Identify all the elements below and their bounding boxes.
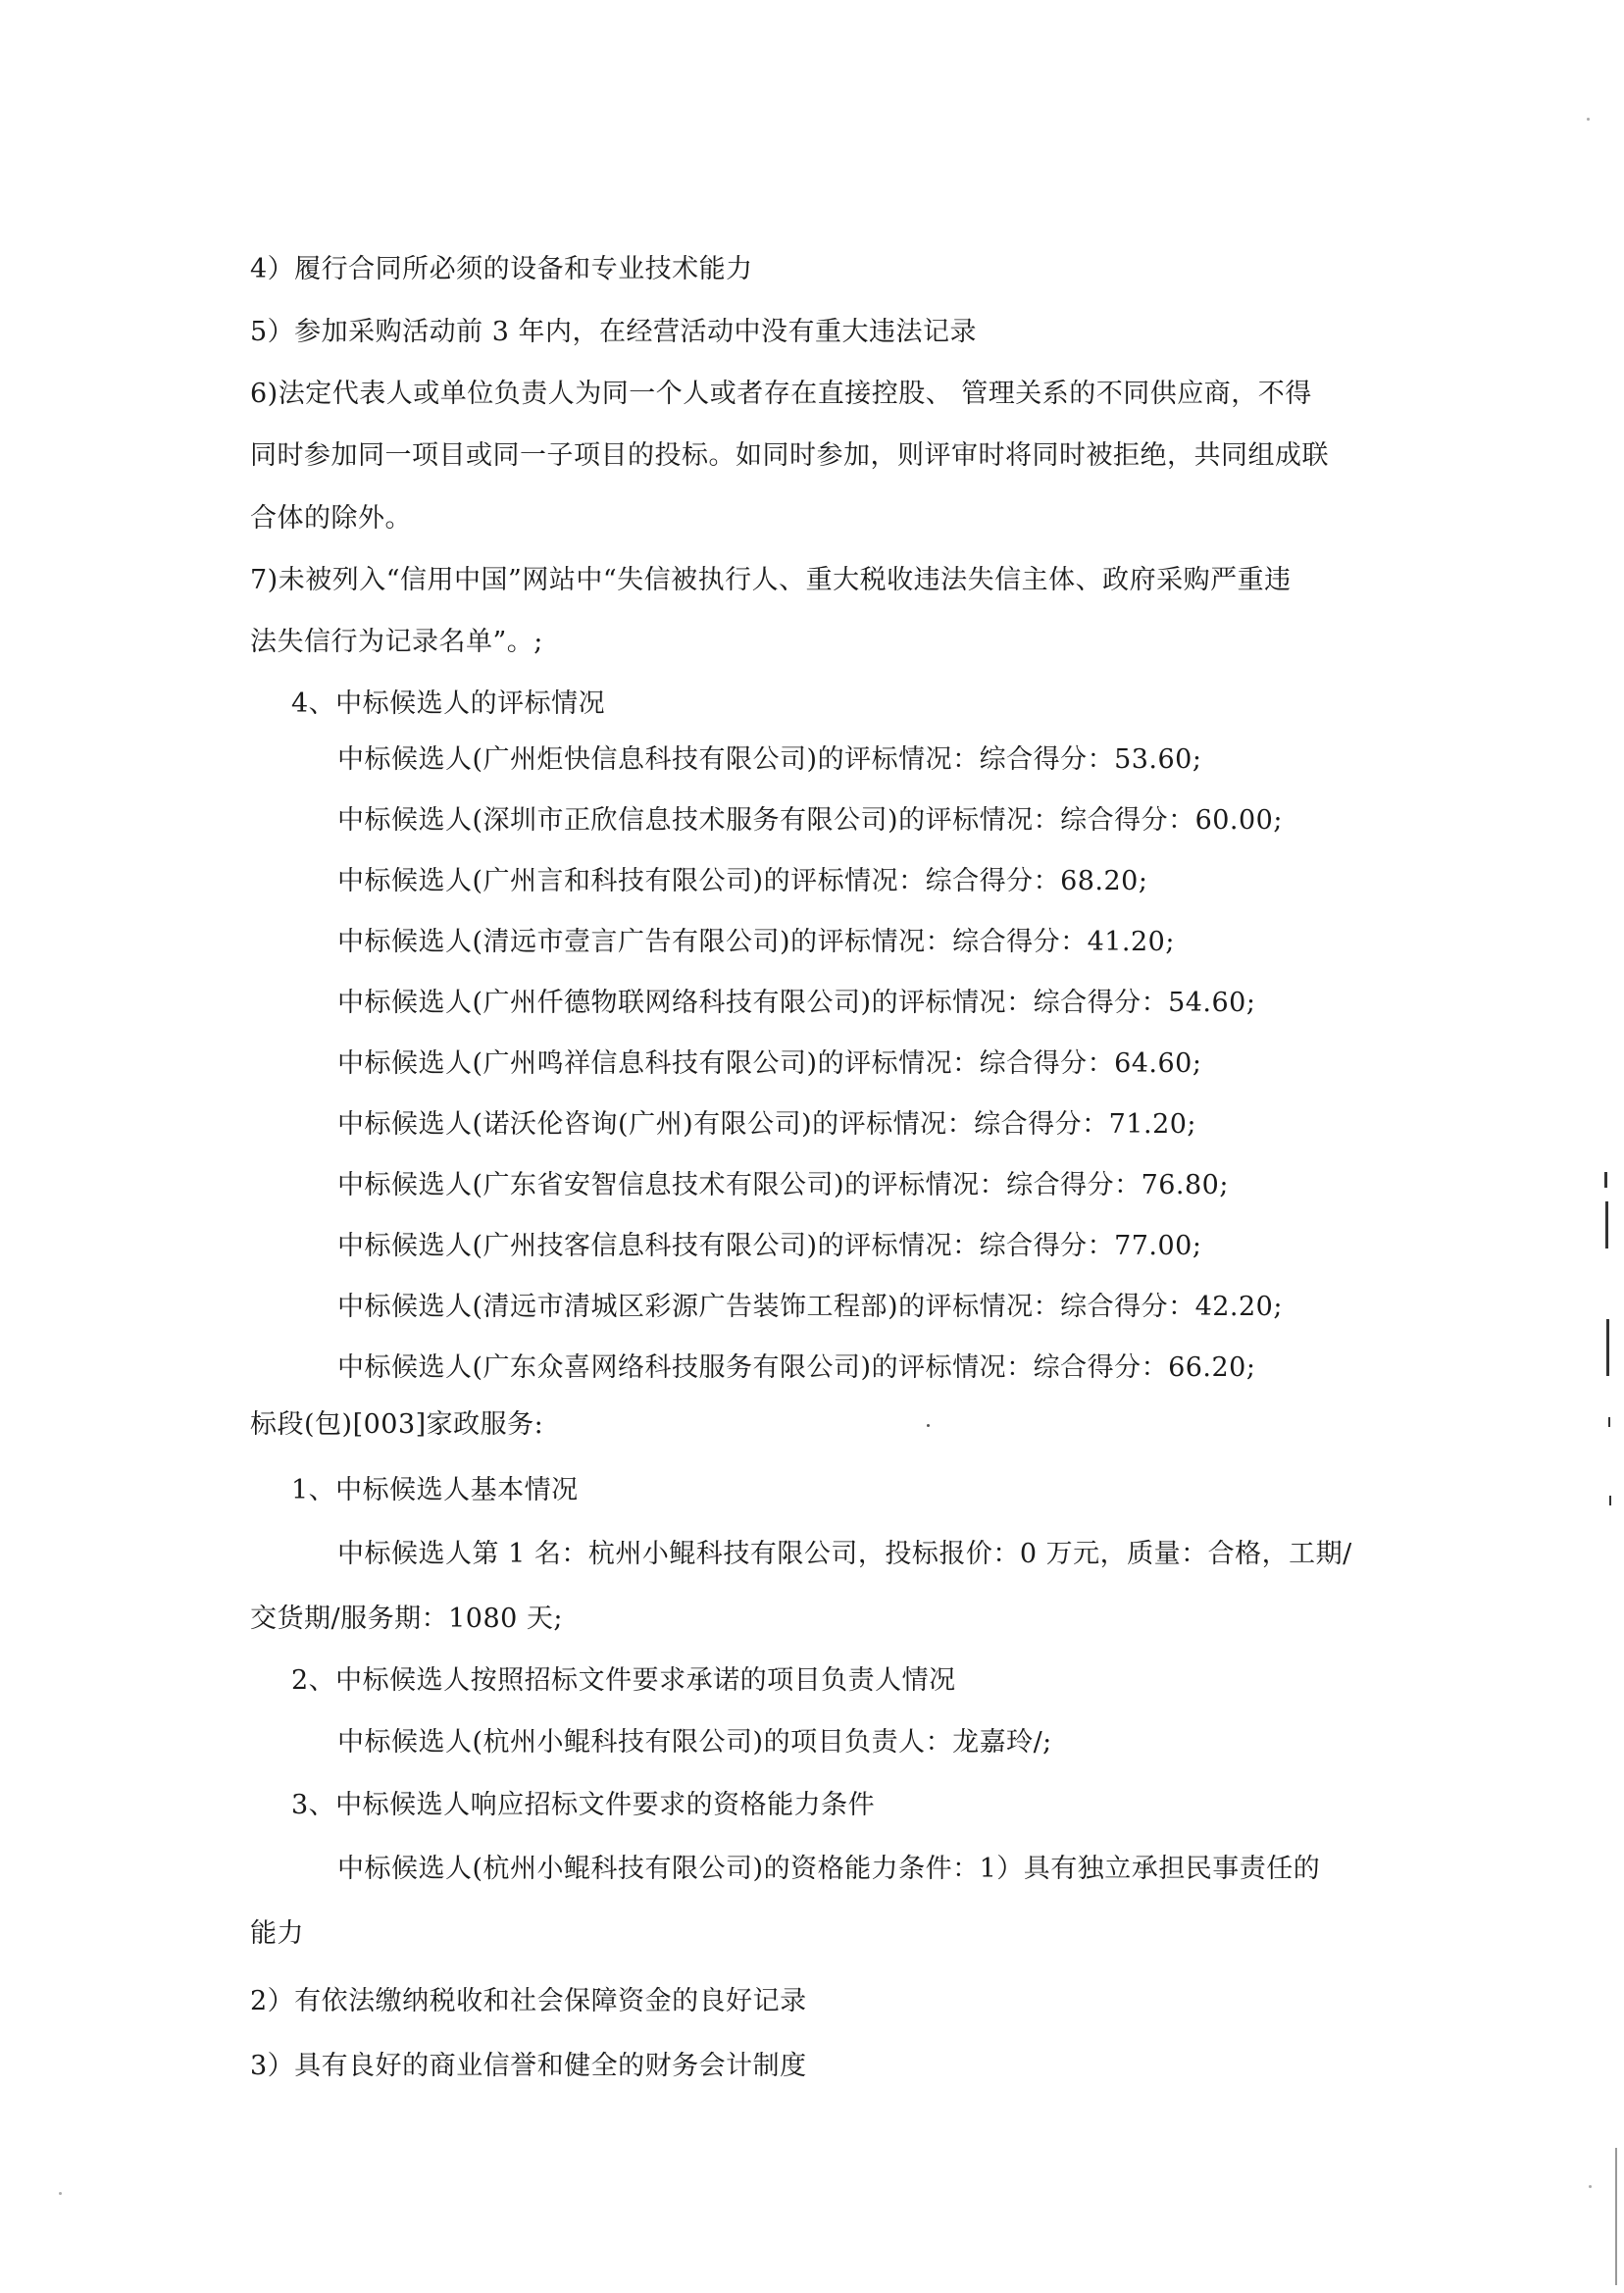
text-line: 法失信行为记录名单”。; [250, 627, 543, 657]
score-line: 中标候选人(广东省安智信息技术有限公司)的评标情况：综合得分：76.80; [337, 1170, 1229, 1200]
scan-mark [1605, 1201, 1608, 1248]
score-line: 中标候选人(广州鸣祥信息科技有限公司)的评标情况：综合得分：64.60; [337, 1048, 1202, 1079]
text-line: 6)法定代表人或单位负责人为同一个人或者存在直接控股、 管理关系的不同供应商，不得 [250, 379, 1312, 409]
text-line: 5）参加采购活动前 3 年内，在经营活动中没有重大违法记录 [250, 317, 978, 347]
score-line: 中标候选人(深圳市正欣信息技术服务有限公司)的评标情况：综合得分：60.00; [337, 805, 1283, 836]
scan-speck [927, 1424, 930, 1427]
text-line: 交货期/服务期：1080 天; [250, 1604, 563, 1634]
scan-speck [1589, 2185, 1592, 2188]
scan-speck [1587, 118, 1590, 121]
scan-mark [1609, 1496, 1611, 1505]
text-line: 3）具有良好的商业信誉和健全的财务会计制度 [250, 2051, 807, 2081]
section-heading: 4、中标候选人的评标情况 [291, 688, 606, 719]
score-line: 中标候选人(清远市壹言广告有限公司)的评标情况：综合得分：41.20; [337, 927, 1175, 957]
score-line: 中标候选人(清远市清城区彩源广告装饰工程部)的评标情况：综合得分：42.20; [337, 1292, 1283, 1322]
score-line: 中标候选人(诺沃伦咨询(广州)有限公司)的评标情况：综合得分：71.20; [337, 1109, 1197, 1140]
scan-mark [1606, 1319, 1609, 1376]
scan-speck [59, 2192, 62, 2195]
text-line: 中标候选人(杭州小鲲科技有限公司)的资格能力条件：1）具有独立承担民事责任的 [337, 1854, 1321, 1884]
score-line: 中标候选人(广州技客信息科技有限公司)的评标情况：综合得分：77.00; [337, 1231, 1202, 1261]
scan-mark [1604, 1172, 1607, 1188]
score-line: 中标候选人(广州仟德物联网络科技有限公司)的评标情况：综合得分：54.60; [337, 988, 1256, 1018]
text-line: 2）有依法缴纳税收和社会保障资金的良好记录 [250, 1986, 807, 2016]
section-heading: 2、中标候选人按照招标文件要求承诺的项目负责人情况 [291, 1665, 956, 1696]
section-heading: 3、中标候选人响应招标文件要求的资格能力条件 [291, 1790, 876, 1820]
text-line: 合体的除外。 [250, 503, 412, 534]
text-line: 同时参加同一项目或同一子项目的投标。如同时参加，则评审时将同时被拒绝，共同组成联 [250, 440, 1329, 471]
text-line: 4）履行合同所必须的设备和专业技术能力 [250, 254, 753, 284]
text-line: 中标候选人(杭州小鲲科技有限公司)的项目负责人：龙嘉玲/; [337, 1727, 1052, 1758]
text-line: 中标候选人第 1 名：杭州小鲲科技有限公司，投标报价：0 万元，质量：合格，工期/ [337, 1539, 1352, 1569]
score-line: 中标候选人(广州言和科技有限公司)的评标情况：综合得分：68.20; [337, 866, 1148, 896]
score-line: 中标候选人(广州炬快信息科技有限公司)的评标情况：综合得分：53.60; [337, 744, 1202, 775]
scan-mark [1608, 1417, 1610, 1427]
scan-edge-line [1615, 2148, 1617, 2285]
text-line: 7)未被列入“信用中国”网站中“失信被执行人、重大税收违法失信主体、政府采购严重违 [250, 565, 1292, 595]
lot-heading: 标段(包)[003]家政服务: [250, 1409, 544, 1440]
text-line: 能力 [250, 1918, 304, 1949]
section-heading: 1、中标候选人基本情况 [291, 1475, 579, 1505]
score-line: 中标候选人(广东众喜网络科技服务有限公司)的评标情况：综合得分：66.20; [337, 1352, 1256, 1383]
